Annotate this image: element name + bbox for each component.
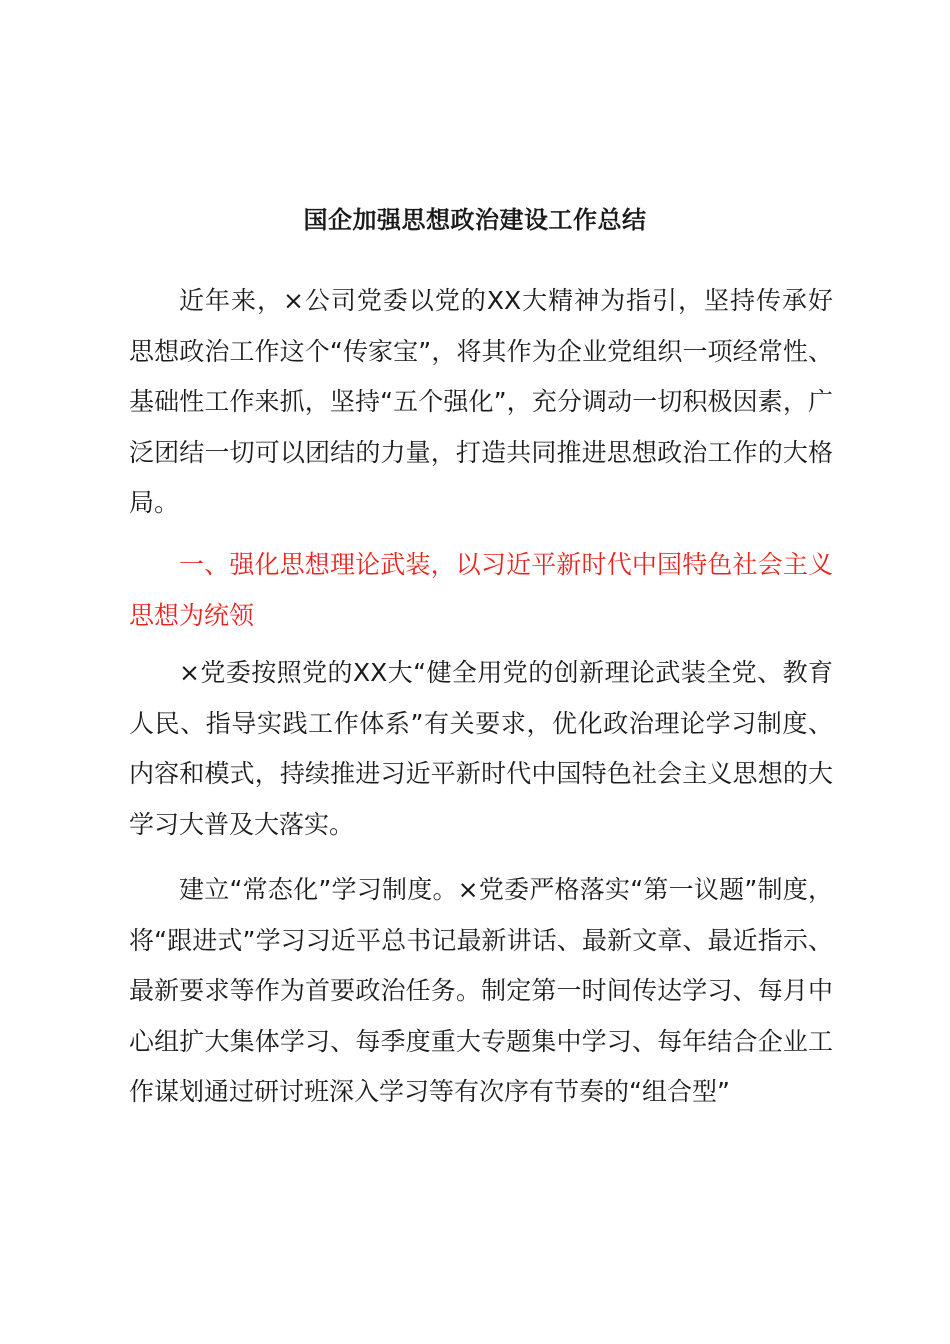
intro-paragraph: 近年来，×公司党委以党的XX大精神为指引，坚持传承好思想政治工作这个“传家宝”，将其作为企业党组织一项经常性、基础性工作来抓，坚持“五个强化”，充分调动一切积极因素，广泛团结一切可以团结的力量，打造共同推进思想政治工作的大格局。 — [129, 286, 833, 517]
document-title: 国企加强思想政治建设工作总结 — [303, 206, 647, 234]
body-paragraph: 建立“常态化”学习制度。×党委严格落实“第一议题”制度，将“跟进式”学习习近平总书记最新讲话、最新文章、最近指示、最新要求等作为首要政治任务。制定第一时间传达学习、每月中心组扩大集体学习、每季度重大专题集中学习、每年结合企业工作谋划通过研讨班深入学习等有次序有节奏的“组合型” — [129, 875, 833, 1106]
section-heading: 一、强化思想理论武装，以习近平新时代中国特色社会主义思想为统领 — [129, 550, 833, 630]
body-paragraph: ×党委按照党的XX大“健全用党的创新理论武装全党、教育人民、指导实践工作体系”有关要求，优化政治理论学习制度、内容和模式，持续推进习近平新时代中国特色社会主义思想的大学习大普及大落实。 — [129, 658, 833, 839]
